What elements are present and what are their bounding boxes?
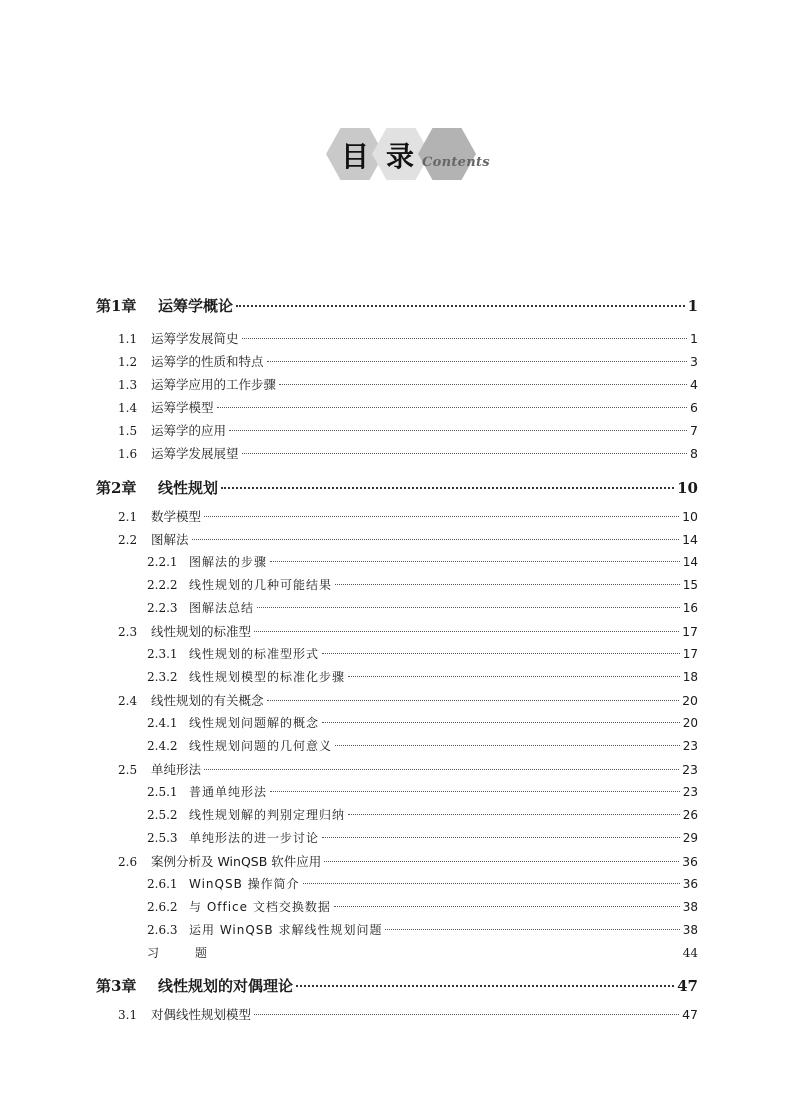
page-number: 23 [682, 785, 698, 799]
dot-leader [322, 837, 680, 838]
subsection-title: 图解法的步骤 [189, 555, 268, 569]
subsection-number: 2.5.3 [147, 831, 178, 845]
subsection-title: 线性规划的标准型形式 [189, 647, 320, 661]
page-number: 4 [690, 377, 698, 392]
section-number: 2.2 [118, 533, 138, 547]
toc-section-1-3[interactable] [96, 375, 698, 393]
dot-leader [267, 700, 680, 701]
toc-exercises-2[interactable] [96, 944, 698, 961]
page-number: 1 [687, 297, 698, 315]
exercises-title [96, 944, 207, 961]
contents-subtitle: Contents [422, 155, 490, 170]
section-number: 2.1 [118, 510, 138, 524]
subsection-title: 图解法总结 [189, 601, 255, 615]
dot-leader [242, 338, 688, 339]
page-number: 7 [690, 423, 698, 438]
page-number: 38 [682, 923, 698, 937]
toc-chapter-2[interactable] [96, 477, 698, 498]
toc-subsection-2-2-1[interactable] [96, 553, 698, 570]
page-number: 10 [677, 479, 698, 497]
section-number: 2.5 [118, 763, 138, 777]
dot-leader [303, 883, 680, 884]
page-number: 20 [682, 716, 698, 730]
toc-section-2-2[interactable] [96, 530, 698, 548]
section-number: 1.1 [118, 332, 138, 346]
chapter-number: 第1章 [96, 297, 137, 315]
section-title: 运筹学的应用 [151, 423, 227, 438]
subsection-title: 单纯形法的进一步讨论 [189, 831, 320, 845]
page-number: 18 [682, 670, 698, 684]
toc-subsection-2-5-1[interactable] [96, 783, 698, 800]
toc-section-2-3[interactable] [96, 622, 698, 640]
page-number: 16 [682, 601, 698, 615]
toc-subsection-2-6-3[interactable] [96, 921, 698, 938]
subsection-number: 2.4.2 [147, 739, 178, 753]
dot-leader [322, 653, 680, 654]
dot-leader [322, 722, 680, 723]
toc-section-1-4[interactable] [96, 398, 698, 416]
subsection-title: 运用 WinQSB 求解线性规划问题 [189, 923, 383, 937]
subsection-number: 2.5.1 [147, 785, 178, 799]
dot-leader [324, 861, 679, 862]
subsection-number: 2.4.1 [147, 716, 178, 730]
dot-leader [348, 676, 680, 677]
toc-subsection-2-6-1[interactable] [96, 875, 698, 892]
toc-section-1-5[interactable] [96, 421, 698, 439]
page-number: 38 [682, 900, 698, 914]
toc-header [322, 128, 562, 182]
dot-leader [217, 407, 688, 408]
toc-subsection-2-5-2[interactable] [96, 806, 698, 823]
section-title: 单纯形法 [151, 762, 202, 777]
dot-leader [242, 453, 688, 454]
page-number: 44 [682, 946, 698, 960]
page-number: 29 [682, 831, 698, 845]
section-number: 1.6 [118, 447, 138, 461]
subsection-number: 2.6.3 [147, 923, 178, 937]
dot-leader [267, 361, 688, 362]
page-number: 17 [682, 647, 698, 661]
chapter-title: 线性规划的对偶理论 [158, 977, 294, 995]
toc-section-2-5[interactable] [96, 760, 698, 778]
subsection-title: 线性规划解的判别定理归纳 [189, 808, 346, 822]
page-number: 3 [690, 354, 698, 369]
section-title: 运筹学应用的工作步骤 [151, 377, 277, 392]
section-number: 1.4 [118, 401, 138, 415]
subsection-number: 2.6.1 [147, 877, 178, 891]
exercises-char-1: 习 [147, 946, 160, 960]
subsection-number: 2.3.1 [147, 647, 178, 661]
dot-leader [334, 906, 680, 907]
chapter-title: 运筹学概论 [158, 297, 234, 315]
dot-leader [257, 607, 680, 608]
dot-leader [221, 487, 674, 489]
dot-leader [296, 985, 674, 987]
subsection-number: 2.2.1 [147, 555, 178, 569]
chapter-number: 第2章 [96, 479, 137, 497]
toc-section-2-6[interactable] [96, 852, 698, 870]
dot-leader [270, 791, 680, 792]
toc-section-2-1[interactable] [96, 507, 698, 525]
subsection-title: 线性规划模型的标准化步骤 [189, 670, 346, 684]
dot-leader [348, 814, 680, 815]
toc-subsection-2-3-2[interactable] [96, 668, 698, 685]
dot-leader [204, 769, 679, 770]
exercises-char-2: 题 [194, 946, 207, 960]
dot-leader [236, 305, 685, 307]
dot-leader [335, 584, 680, 585]
page-number: 23 [682, 739, 698, 753]
subsection-number: 2.3.2 [147, 670, 178, 684]
toc-subsection-2-5-3[interactable] [96, 829, 698, 846]
chapter-title: 线性规划 [158, 479, 219, 497]
page-number: 47 [682, 1007, 698, 1022]
page-number: 17 [682, 624, 698, 639]
dot-leader [254, 631, 679, 632]
page-number: 6 [690, 400, 698, 415]
subsection-number: 2.6.2 [147, 900, 178, 914]
toc-section-3-1[interactable] [96, 1005, 698, 1023]
section-title: 对偶线性规划模型 [151, 1007, 252, 1022]
toc-section-1-6[interactable] [96, 444, 698, 462]
page-number: 36 [682, 854, 698, 869]
dot-leader [254, 1014, 679, 1015]
section-number: 2.3 [118, 625, 138, 639]
chapter-number: 第3章 [96, 977, 137, 995]
section-title: 数学模型 [151, 509, 202, 524]
page-number: 36 [682, 877, 698, 891]
title-char-1: 目 [340, 140, 369, 173]
toc-chapter-3[interactable] [96, 975, 698, 996]
toc-subsection-2-2-3[interactable] [96, 599, 698, 616]
subsection-title: WinQSB 操作简介 [189, 877, 300, 891]
section-number: 1.2 [118, 355, 138, 369]
toc-subsection-2-2-2[interactable] [96, 576, 698, 593]
subsection-title: 普通单纯形法 [189, 785, 268, 799]
section-title: 运筹学的性质和特点 [151, 354, 264, 369]
section-number: 2.4 [118, 694, 138, 708]
section-title: 运筹学模型 [151, 400, 214, 415]
page-number: 14 [682, 555, 698, 569]
section-title: 案例分析及 WinQSB 软件应用 [151, 854, 322, 869]
toc-section-1-2[interactable] [96, 352, 698, 370]
dot-leader [335, 745, 680, 746]
section-title: 线性规划的标准型 [151, 624, 252, 639]
toc-section-2-4[interactable] [96, 691, 698, 709]
subsection-title: 与 Office 文档交换数据 [189, 900, 331, 914]
section-title: 运筹学发展简史 [151, 331, 239, 346]
page-number: 26 [682, 808, 698, 822]
subsection-number: 2.2.3 [147, 601, 178, 615]
section-number: 1.3 [118, 378, 138, 392]
dot-leader [229, 430, 687, 431]
page-number: 10 [682, 509, 698, 524]
section-title: 线性规划的有关概念 [151, 693, 264, 708]
title-char-2: 录 [385, 140, 414, 173]
hexagon-decoration-3 [418, 128, 476, 180]
subsection-title: 线性规划的几种可能结果 [189, 578, 333, 592]
section-title: 运筹学发展展望 [151, 446, 239, 461]
toc-subsection-2-3-1[interactable] [96, 645, 698, 662]
page-number: 23 [682, 762, 698, 777]
toc-section-1-1[interactable] [96, 329, 698, 347]
toc-subsection-2-6-2[interactable] [96, 898, 698, 915]
toc-subsection-2-4-1[interactable] [96, 714, 698, 731]
section-number: 2.6 [118, 855, 138, 869]
page-number: 47 [677, 977, 698, 995]
page-number: 20 [682, 693, 698, 708]
subsection-number: 2.2.2 [147, 578, 178, 592]
subsection-title: 线性规划问题解的概念 [189, 716, 320, 730]
dot-leader [270, 561, 680, 562]
page-number: 1 [690, 331, 698, 346]
page-number: 8 [690, 446, 698, 461]
section-number: 1.5 [118, 424, 138, 438]
dot-leader [279, 384, 687, 385]
dot-leader [210, 952, 680, 953]
subsection-title: 线性规划问题的几何意义 [189, 739, 333, 753]
section-title: 图解法 [151, 532, 189, 547]
dot-leader [204, 516, 679, 517]
page-number: 14 [682, 532, 698, 547]
toc-subsection-2-4-2[interactable] [96, 737, 698, 754]
toc-chapter-1[interactable] [96, 295, 698, 316]
dot-leader [192, 539, 680, 540]
dot-leader [385, 929, 679, 930]
section-number: 3.1 [118, 1008, 138, 1022]
subsection-number: 2.5.2 [147, 808, 178, 822]
page-number: 15 [682, 578, 698, 592]
